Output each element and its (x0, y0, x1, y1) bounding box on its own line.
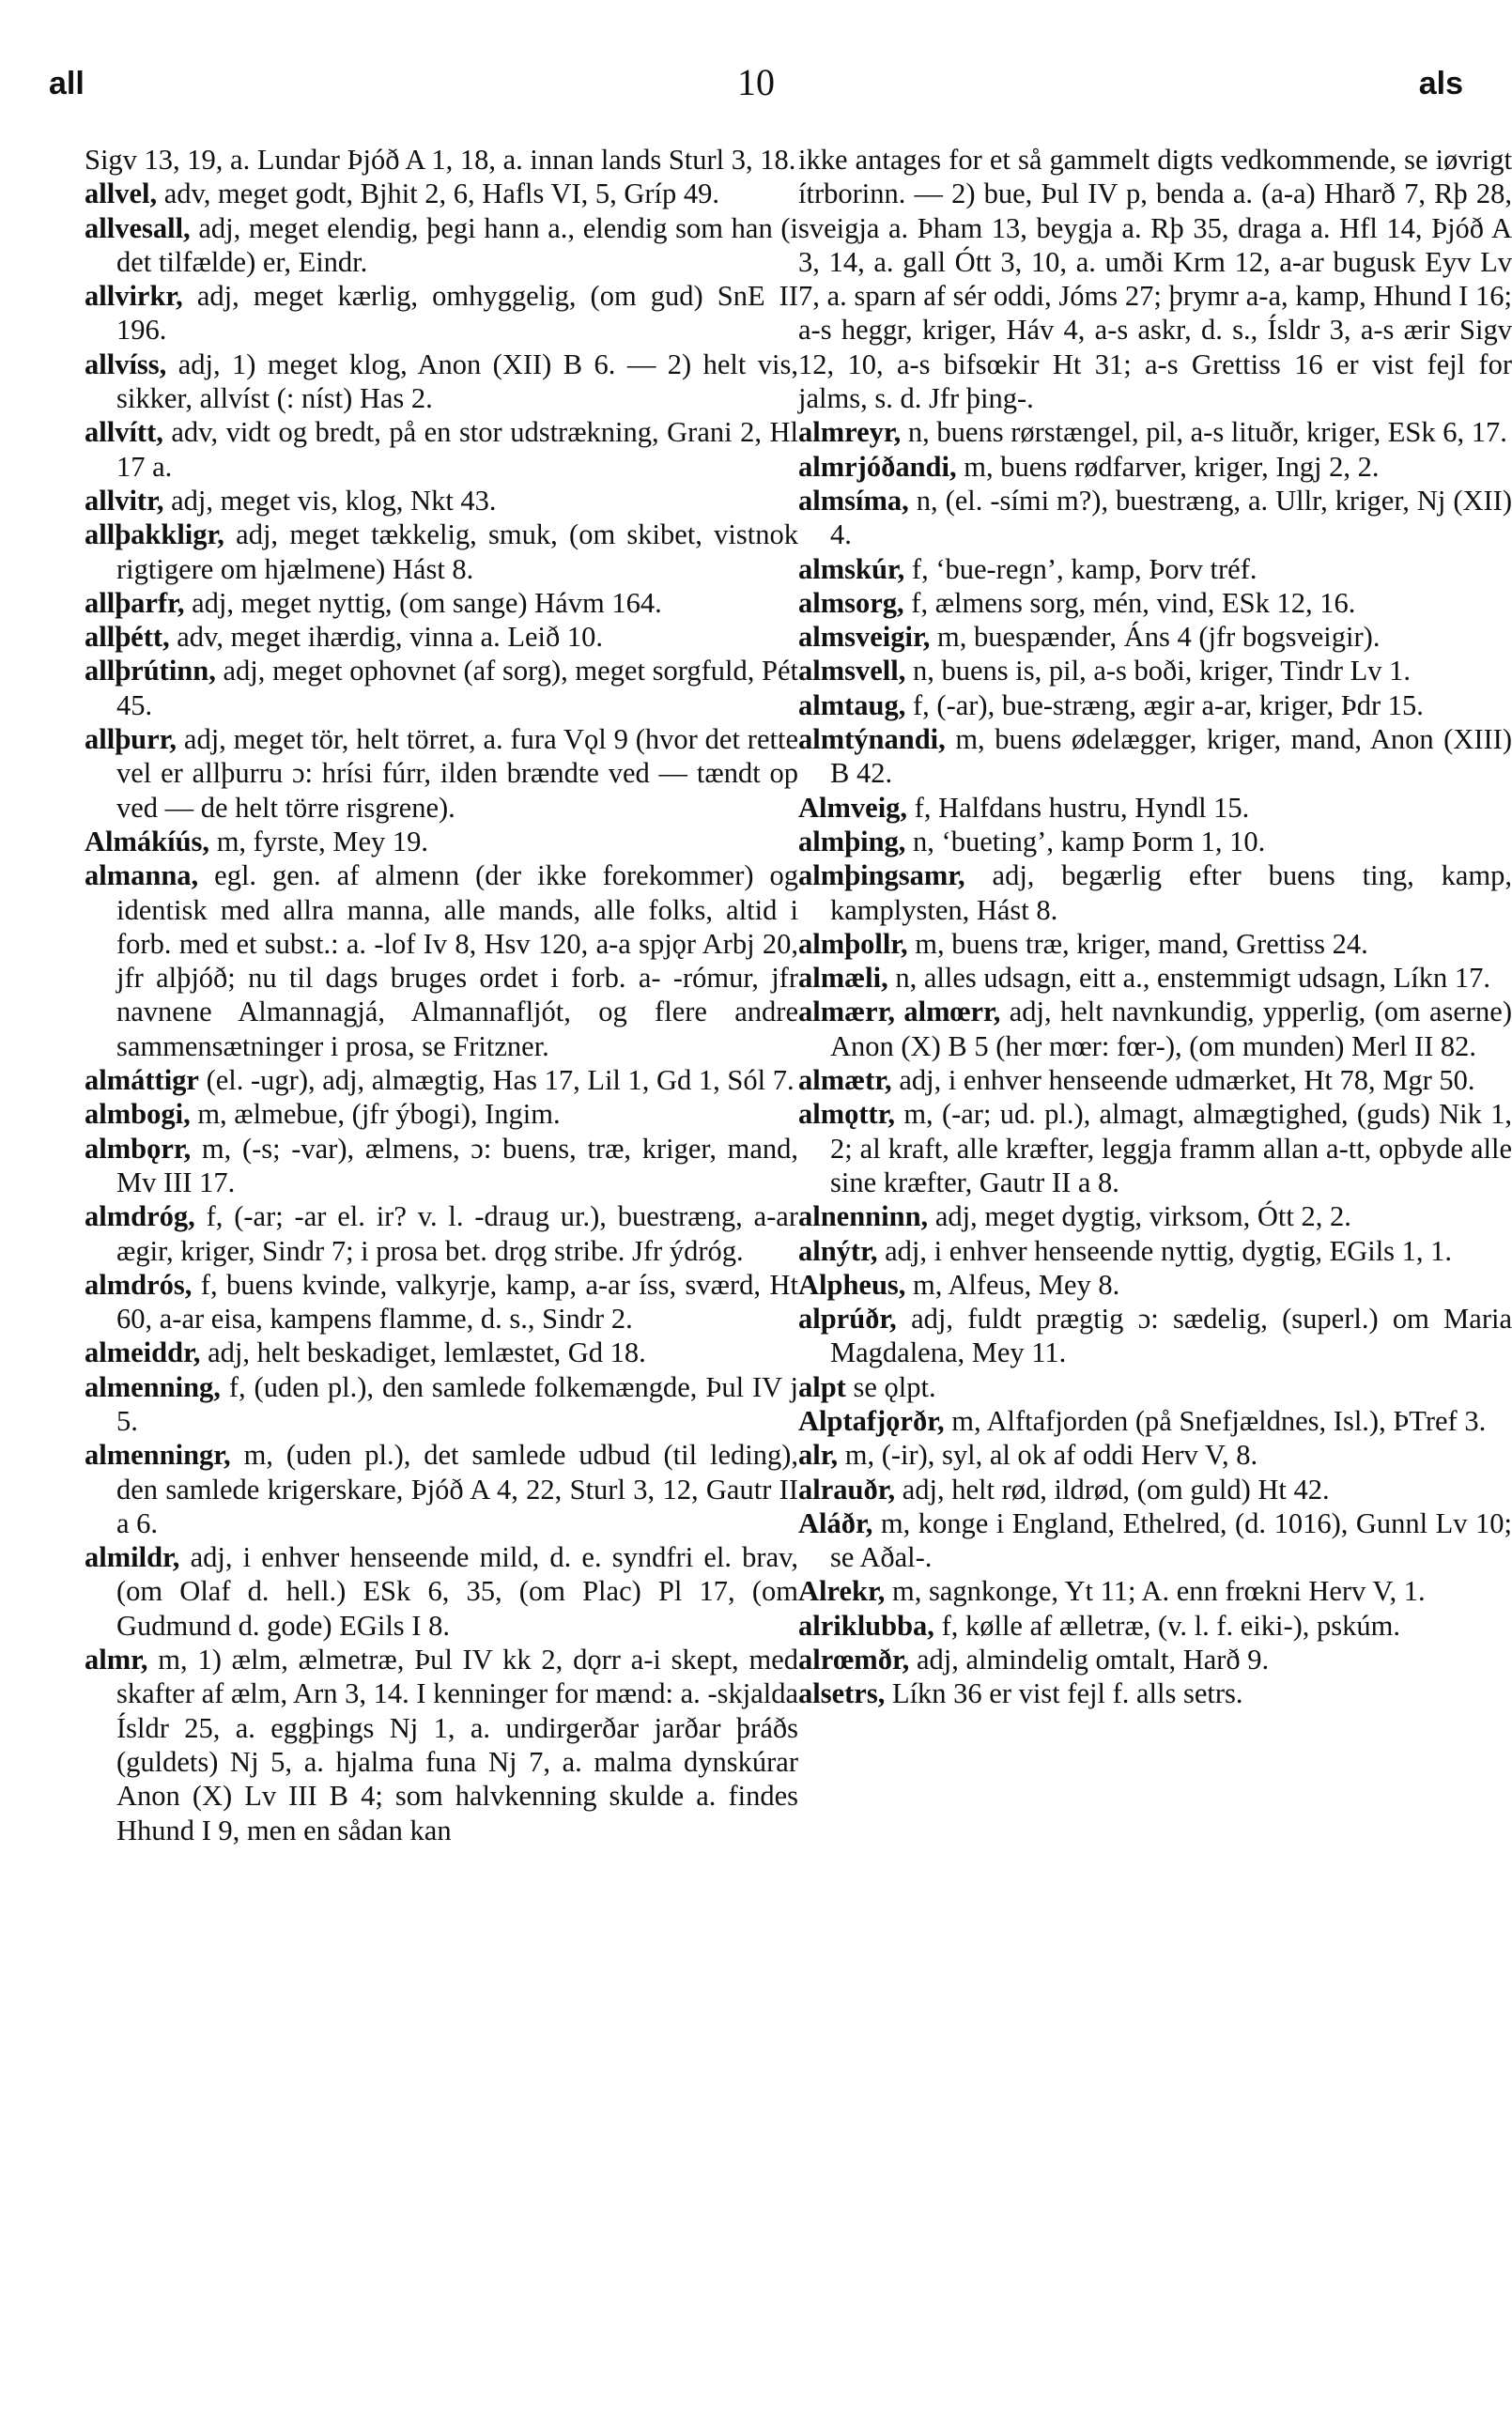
dictionary-entry (85, 517, 798, 586)
entry-headword: almreyr, (798, 416, 902, 449)
entry-definition: m, 1) ælm, ælmetræ, Þul IV kk 2, dǫrr a-i skept, med skafter af ælm, Arn 3, 14. I kenninger for mænd: a. -skjalda Ísldr 25, a. eggþings Nj 1, a. undirgerðar jarðar þráðs (guldets) Nj 5, a. hjalma funa Nj 7, a. malma dynskúrar Anon (X) Lv III B 4; som halvkenning skulde a. findes Hhund I 9, men en sådan kan (116, 1644, 798, 1846)
dictionary-entry (85, 1438, 798, 1540)
dictionary-entry (85, 722, 798, 825)
dictionary-entry (798, 1097, 1512, 1199)
entry-headword: alnenninn, (798, 1200, 929, 1233)
dictionary-entry (798, 1199, 1512, 1233)
entry-headword: almrjóðandi, (798, 450, 957, 483)
entry-headword: almtaug, (798, 688, 906, 721)
entry-headword: almþingsamr, (798, 859, 965, 892)
entry-definition: n, (el. -sími m?), buestræng, a. Ullr, kriger, Nj (XII) 4. (830, 484, 1512, 551)
entry-definition: f, (-ar), bue-stræng, ægir a-ar, kriger, Þdr 15. (905, 688, 1424, 721)
entry-headword: allvirkr, (85, 280, 183, 313)
entry-headword: Almákíús, (85, 825, 210, 857)
entry-definition: m, buespænder, Áns 4 (jfr bogsveigir). (930, 621, 1381, 654)
dictionary-entry (85, 177, 798, 210)
entry-headword: almr, (85, 1644, 148, 1676)
dictionary-entry (798, 1302, 1512, 1370)
entry-definition: adj, meget dygtig, virksom, Ótt 2, 2. (928, 1200, 1351, 1233)
entry-definition: m, buens træ, kriger, mand, Grettiss 24. (907, 927, 1368, 960)
dictionary-entry (798, 1063, 1512, 1097)
dictionary-entry (798, 415, 1512, 449)
entry-definition: m, (-s; -var), ælmens, ɔ: buens, træ, kriger, mand, Mv III 17. (116, 1132, 798, 1198)
dictionary-entry (85, 348, 798, 416)
entry-headword: allvítt, (85, 416, 163, 449)
entry-headword: allvíss, (85, 348, 167, 380)
entry-headword: almsíma, (798, 484, 909, 517)
dictionary-entry (798, 1268, 1512, 1302)
entry-definition: f, (-ar; -ar el. ir? v. l. -draug ur.), buestræng, a-ar ægir, kriger, Sindr 7; i prosa bet. drǫg stribe. Jfr ýdróg. (116, 1200, 798, 1267)
entry-headword: allþétt, (85, 621, 170, 654)
dictionary-entry (85, 143, 798, 177)
dictionary-entry (798, 450, 1512, 484)
entry-headword: allvel, (85, 178, 158, 210)
dictionary-entry (85, 825, 798, 858)
dictionary-entry (85, 415, 798, 484)
entry-definition: m, Alfeus, Mey 8. (905, 1268, 1120, 1301)
entry-definition: m, ælmebue, (jfr ýbogi), Ingim. (190, 1098, 561, 1131)
entry-definition: (el. -ugr), adj, almægtig, Has 17, Lil 1, Gd 1, Sól 7. (198, 1064, 795, 1097)
entry-definition: m, buens ødelægger, kriger, mand, Anon (XIII) B 42. (830, 723, 1512, 790)
dictionary-entry (798, 995, 1512, 1063)
entry-headword: almbǫrr, (85, 1132, 192, 1165)
entry-headword: almþollr, (798, 927, 908, 960)
dictionary-entry (798, 1234, 1512, 1268)
entry-definition: f, buens kvinde, valkyrje, kamp, a-ar íss, sværd, Ht 60, a-ar eisa, kampens flamme, d. s., Sindr 2. (116, 1268, 798, 1336)
entry-definition: ikke antages for et så gammelt digts vedkommende, se iøvrigt ítrborinn. — 2) bue, Þul IV p, benda a. (a-a) Hharð 7, Rþ 28, sveigja a. Þham 13, beygja a. Rþ 35, draga a. Hfl 14, Þjóð A 3, 14, a. gall Ótt 3, 10, a. umði Krm 12, a-ar bugusk Eyv Lv 7, a. sparn af sér oddi, Jóms 27; þrymr a-a, kamp, Hhund I 16; a-s heggr, kriger, Háv 4, a-s askr, d. s., Ísldr 3, a-s ærir Sigv 12, 10, a-s bifsœkir Ht 31; a-s Grettiss 16 er vist fejl for jalms, s. d. Jfr þing-. (798, 144, 1512, 415)
entry-headword: alriklubba, (798, 1609, 934, 1642)
dictionary-entry (798, 1370, 1512, 1404)
entry-definition: adj, meget tækkelig, smuk, (om skibet, vistnok rigtigere om hjælmene) Hást 8. (116, 518, 798, 585)
entry-headword: allþurr, (85, 723, 177, 756)
entry-headword: almskúr, (798, 552, 905, 585)
dictionary-entry (85, 1063, 798, 1097)
entry-definition: f, ælmens sorg, mén, vind, ESk 12, 16. (903, 586, 1356, 619)
entry-headword: alpt (798, 1370, 846, 1403)
entry-headword: almsvell, (798, 655, 906, 687)
entry-headword: allþarfr, (85, 586, 185, 619)
dictionary-entry (85, 1540, 798, 1643)
dictionary-entry (85, 654, 798, 722)
entry-headword: almildr, (85, 1541, 180, 1574)
entry-definition: f, ‘bue-regn’, kamp, Þorv tréf. (904, 552, 1257, 585)
entry-headword: almenningr, (85, 1439, 231, 1472)
header-right-keyword: als (1418, 66, 1463, 101)
entry-definition: adj, begærlig efter buens ting, kamp, kamplysten, Hást 8. (830, 859, 1512, 926)
entry-headword: almeiddr, (85, 1336, 201, 1369)
dictionary-entry (85, 1097, 798, 1131)
entry-headword: almþing, (798, 825, 906, 857)
entry-definition: adj, meget vis, klog, Nkt 43. (163, 484, 497, 517)
entry-headword: allþrútinn, (85, 655, 216, 687)
right-column (798, 143, 1512, 1711)
dictionary-entry (85, 586, 798, 620)
dictionary-entry (798, 586, 1512, 620)
dictionary-entry (798, 722, 1512, 791)
dictionary-entry (85, 1268, 798, 1336)
entry-definition: adj, i enhver henseende mild, d. e. syndfri el. brav, (om Olaf d. hell.) ESk 6, 35, (om Plac) Pl 17, (om Gudmund d. gode) EGils I 8. (116, 1541, 798, 1642)
left-column (85, 143, 798, 1847)
dictionary-entry (798, 961, 1512, 995)
dictionary-entry (798, 1574, 1512, 1608)
entry-definition: adj, almindelig omtalt, Harð 9. (909, 1644, 1270, 1676)
dictionary-entry (798, 620, 1512, 654)
entry-headword: Aláðr, (798, 1506, 873, 1539)
entry-headword: almsveigir, (798, 621, 931, 654)
entry-definition: m, sagnkonge, Yt 11; A. enn frœkni Herv V, 1. (885, 1575, 1426, 1608)
entry-headword: almbogi, (85, 1098, 191, 1131)
entry-definition: adj, meget nyttig, (om sange) Hávm 164. (184, 586, 662, 619)
dictionary-entry (85, 1370, 798, 1439)
dictionary-entry (85, 484, 798, 517)
entry-definition: adj, i enhver henseende nyttig, dygtig, EGils 1, 1. (877, 1234, 1453, 1267)
entry-definition: m, konge i England, Ethelred, (d. 1016), Gunnl Lv 10; se Aðal-. (830, 1506, 1512, 1574)
entry-headword: alprúðr, (798, 1303, 897, 1336)
dictionary-entry (798, 1506, 1512, 1575)
entry-headword: almdróg, (85, 1200, 195, 1233)
entry-headword: almǫttr, (798, 1098, 896, 1131)
entry-headword: almdrós, (85, 1268, 193, 1301)
entry-headword: alsetrs, (798, 1677, 886, 1710)
entry-definition: egl. gen. af almenn (der ikke forekommer) og identisk med allra manna, alle mands, alle folks, altid i forb. med et subst.: a. -lof Iv 8, Hsv 120, a-a spjǫr Arbj 20, jfr alþjóð; nu til dags bruges ordet i forb. a- -rómur, jfr navnene Almannagjá, Almannafljót, og flere andre sammensætninger i prosa, se Fritzner. (116, 859, 798, 1062)
dictionary-entry (798, 825, 1512, 858)
entry-definition: adv, meget godt, Bjhit 2, 6, Hafls VI, 5, Gríp 49. (157, 178, 720, 210)
entry-definition: adv, vidt og bredt, på en stor udstrækning, Grani 2, Hl 17 a. (116, 416, 798, 483)
entry-definition: f, Halfdans hustru, Hyndl 15. (907, 791, 1250, 824)
entry-definition: f, (uden pl.), den samlede folkemængde, Þul IV j 5. (116, 1370, 798, 1437)
entry-definition: n, ‘bueting’, kamp Þorm 1, 10. (905, 825, 1266, 857)
entry-definition: se ǫlpt. (845, 1370, 936, 1403)
dictionary-entry (85, 1132, 798, 1200)
entry-definition: m, fyrste, Mey 19. (209, 825, 429, 857)
entry-headword: Alrekr, (798, 1575, 886, 1608)
entry-definition: m, (uden pl.), det samlede udbud (til leding), den samlede krigerskare, Þjóð A 4, 22, Sturl 3, 12, Gautr II a 6. (116, 1439, 798, 1539)
entry-definition: m, buens rødfarver, kriger, Ingj 2, 2. (956, 450, 1380, 483)
entry-definition: n, alles udsagn, eitt a., enstemmigt udsagn, Líkn 17. (887, 962, 1490, 995)
entry-headword: almætr, (798, 1064, 892, 1097)
entry-headword: allvesall, (85, 211, 191, 244)
dictionary-entry (798, 1404, 1512, 1438)
entry-headword: allvitr, (85, 484, 164, 517)
entry-headword: Alptafjǫrðr, (798, 1404, 945, 1437)
dictionary-entry (798, 1676, 1512, 1710)
header-left-keyword: all (49, 66, 85, 101)
dictionary-entry (798, 552, 1512, 586)
entry-definition: adj, helt navnkundig, ypperlig, (om aserne) Anon (X) B 5 (her mœr: fœr-), (om munden) Merl II 82. (830, 996, 1512, 1062)
dictionary-entry (798, 1643, 1512, 1676)
entry-definition: adj, meget kærlig, omhyggelig, (om gud) SnE II 196. (116, 280, 798, 347)
dictionary-entry (798, 858, 1512, 927)
entry-headword: almanna, (85, 859, 199, 892)
entry-definition: Sigv 13, 19, a. Lundar Þjóð A 1, 18, a. innan lands Sturl 3, 18. (85, 144, 796, 176)
entry-headword: almáttigr (85, 1064, 199, 1097)
entry-definition: adj, helt beskadiget, lemlæstet, Gd 18. (200, 1336, 646, 1369)
dictionary-entry (85, 1336, 798, 1369)
entry-definition: adv, meget ihærdig, vinna a. Leið 10. (169, 621, 603, 654)
entry-headword: almæli, (798, 962, 888, 995)
entry-definition: adj, fuldt prægtig ɔ: sædelig, (superl.) om Maria Magdalena, Mey 11. (830, 1303, 1512, 1369)
entry-headword: alrœmðr, (798, 1644, 910, 1676)
dictionary-entry (798, 143, 1512, 415)
entry-headword: Alpheus, (798, 1268, 906, 1301)
entry-headword: almsorg, (798, 586, 904, 619)
entry-definition: adj, meget tör, helt törret, a. fura Vǫl 9 (hvor det rette vel er allþurru ɔ: hrísi fúrr, ilden brændte ved — tændt op ved — de helt törre risgrene). (116, 723, 798, 824)
dictionary-entry (798, 1473, 1512, 1506)
entry-headword: alrauðr, (798, 1473, 896, 1506)
entry-headword: almenning, (85, 1370, 221, 1403)
dictionary-entry (85, 279, 798, 348)
dictionary-entry (798, 1609, 1512, 1643)
dictionary-entry (798, 654, 1512, 687)
entry-definition: f, kølle af ælletræ, (v. l. f. eiki-), pskúm. (933, 1609, 1401, 1642)
entry-definition: Líkn 36 er vist fejl f. alls setrs. (885, 1677, 1243, 1710)
entry-definition: adj, i enhver henseende udmærket, Ht 78, Mgr 50. (891, 1064, 1475, 1097)
entry-definition: adj, helt rød, ildrød, (om guld) Ht 42. (895, 1473, 1330, 1506)
page-number: 10 (737, 61, 775, 103)
dictionary-entry (85, 1199, 798, 1268)
dictionary-entry (85, 211, 798, 280)
entry-definition: adj, meget elendig, þegi hann a., elendig som han (i det tilfælde) er, Eindr. (116, 211, 798, 278)
dictionary-entry (798, 484, 1512, 552)
dictionary-entry (798, 927, 1512, 961)
dictionary-entry (798, 688, 1512, 722)
entry-definition: adj, 1) meget klog, Anon (XII) B 6. — 2) helt vis, sikker, allvíst (: níst) Has 2. (116, 348, 798, 415)
dictionary-entry (798, 1438, 1512, 1472)
entry-headword: almærr, almœrr, (798, 996, 1001, 1028)
entry-headword: alr, (798, 1439, 839, 1472)
dictionary-entry (85, 858, 798, 1063)
entry-definition: adj, meget ophovnet (af sorg), meget sorgfuld, Pét 45. (116, 655, 798, 721)
dictionary-entry (798, 791, 1512, 825)
dictionary-entry (85, 1643, 798, 1847)
entry-definition: n, buens rørstængel, pil, a-s lituðr, kriger, ESk 6, 17. (901, 416, 1507, 449)
dictionary-entry (85, 620, 798, 654)
entry-definition: m, Alftafjorden (på Snefjældnes, Isl.), ÞTref 3. (944, 1404, 1487, 1437)
entry-headword: Almveig, (798, 791, 908, 824)
entry-headword: alnýtr, (798, 1234, 878, 1267)
entry-definition: m, (-ar; ud. pl.), almagt, almægtighed, (guds) Nik 1, 2; al kraft, alle kræfter, leggja framm allan a-tt, opbyde alle sine kræfter, Gautr II a 8. (830, 1098, 1512, 1198)
entry-headword: almtýnandi, (798, 723, 946, 756)
entry-definition: n, buens is, pil, a-s boði, kriger, Tindr Lv 1. (905, 655, 1411, 687)
entry-definition: m, (-ir), syl, al ok af oddi Herv V, 8. (838, 1439, 1258, 1472)
entry-headword: allþakkligr, (85, 518, 224, 551)
